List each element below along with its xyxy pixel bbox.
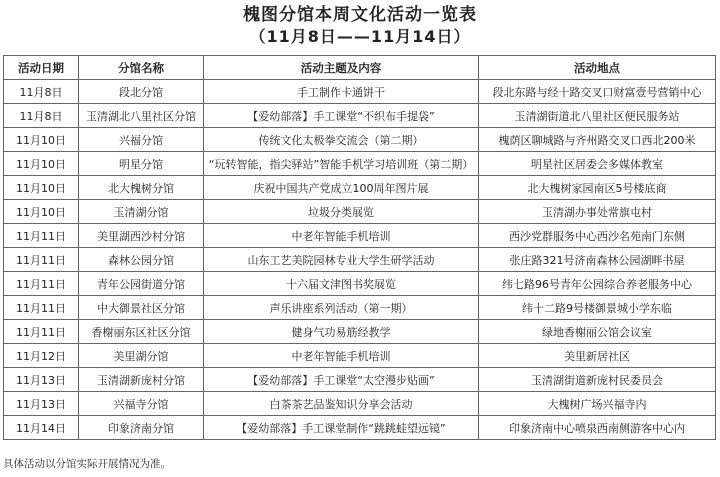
page-title: 槐图分馆本周文化活动一览表 xyxy=(243,5,477,25)
cell-branch: 中大御景社区分馆 xyxy=(79,296,204,320)
cell-branch: 森林公园分馆 xyxy=(79,248,204,272)
cell-location: 张庄路321号济南森林公园湖畔书屋 xyxy=(479,248,716,272)
table-row xyxy=(4,272,716,296)
cell-branch: 美里湖西沙村分馆 xyxy=(79,224,204,248)
cell-topic: 中老年智能手机培训 xyxy=(204,344,479,368)
cell-topic: 健身气功易筋经教学 xyxy=(204,320,479,344)
cell-topic: 传统文化太极拳交流会（第二期） xyxy=(204,128,479,152)
cell-location: 纬十二路9号楼御景城小学东临 xyxy=(479,296,716,320)
table-row xyxy=(4,176,716,200)
cell-location: 明星社区居委会多媒体教室 xyxy=(479,152,716,176)
table-row xyxy=(4,368,716,392)
table-row xyxy=(4,416,716,440)
cell-date: 11月10日 xyxy=(4,152,79,176)
cell-location: 西沙党群服务中心西沙名苑南门东侧 xyxy=(479,224,716,248)
table-row xyxy=(4,80,716,104)
cell-topic: “玩转智能，指尖驿站”智能手机学习培训班（第二期） xyxy=(204,152,479,176)
table-header-row xyxy=(4,56,716,80)
cell-topic: 中老年智能手机培训 xyxy=(204,224,479,248)
cell-location: 段北东路与经十路交叉口财富壹号营销中心 xyxy=(479,80,716,104)
cell-location: 玉清湖街道新庞村民委员会 xyxy=(479,368,716,392)
cell-branch: 香榭丽东区社区分馆 xyxy=(79,320,204,344)
cell-location: 玉清湖办事处常旗屯村 xyxy=(479,200,716,224)
cell-location: 美里新居社区 xyxy=(479,344,716,368)
cell-branch: 兴福寺分馆 xyxy=(79,392,204,416)
cell-branch: 印象济南分馆 xyxy=(79,416,204,440)
cell-location: 大槐树广场兴福寺内 xyxy=(479,392,716,416)
footnote: 具体活动以分馆实际开展情况为准。 xyxy=(3,458,171,470)
cell-branch: 兴福分馆 xyxy=(79,128,204,152)
cell-branch: 明星分馆 xyxy=(79,152,204,176)
cell-date: 11月11日 xyxy=(4,224,79,248)
cell-location: 槐荫区聊城路与齐州路交叉口西北200米 xyxy=(479,128,716,152)
cell-branch: 美里湖分馆 xyxy=(79,344,204,368)
table-row xyxy=(4,128,716,152)
cell-date: 11月11日 xyxy=(4,320,79,344)
cell-date: 11月11日 xyxy=(4,272,79,296)
cell-topic: 垃圾分类展览 xyxy=(204,200,479,224)
cell-topic: 手工制作卡通饼干 xyxy=(204,80,479,104)
cell-date: 11月8日 xyxy=(4,80,79,104)
page-subtitle: （11月8日——11月14日） xyxy=(249,27,471,46)
table-row xyxy=(4,152,716,176)
cell-date: 11月10日 xyxy=(4,200,79,224)
cell-date: 11月13日 xyxy=(4,368,79,392)
table-row xyxy=(4,224,716,248)
cell-branch: 青年公园街道分馆 xyxy=(79,272,204,296)
cell-topic: 【爱幼部落】手工课堂制作“跳跳蛙望远镜” xyxy=(204,416,479,440)
table-row xyxy=(4,344,716,368)
cell-location: 纬七路96号青年公园综合养老服务中心 xyxy=(479,272,716,296)
header-topic: 活动主题及内容 xyxy=(204,56,479,80)
cell-topic: 【爱幼部落】手工课堂“不织布手提袋” xyxy=(204,104,479,128)
table-row xyxy=(4,296,716,320)
cell-date: 11月11日 xyxy=(4,248,79,272)
cell-date: 11月13日 xyxy=(4,392,79,416)
cell-topic: 庆祝中国共产党成立100周年图片展 xyxy=(204,176,479,200)
cell-branch: 玉清湖北八里社区分馆 xyxy=(79,104,204,128)
table-row xyxy=(4,320,716,344)
cell-branch: 玉清湖分馆 xyxy=(79,200,204,224)
cell-date: 11月14日 xyxy=(4,416,79,440)
cell-topic: 声乐讲座系列活动（第一期） xyxy=(204,296,479,320)
cell-location: 印象济南中心喷泉西南侧游客中心内 xyxy=(479,416,716,440)
table-row xyxy=(4,104,716,128)
cell-branch: 北大槐树分馆 xyxy=(79,176,204,200)
cell-date: 11月11日 xyxy=(4,296,79,320)
cell-date: 11月8日 xyxy=(4,104,79,128)
header-location: 活动地点 xyxy=(479,56,716,80)
cell-branch: 玉清湖新庞村分馆 xyxy=(79,368,204,392)
header-branch: 分馆名称 xyxy=(79,56,204,80)
cell-topic: 【爱幼部落】手工课堂“太空漫步贴画” xyxy=(204,368,479,392)
header-date: 活动日期 xyxy=(4,56,79,80)
activity-table xyxy=(3,55,716,440)
cell-topic: 十六届文津图书奖展览 xyxy=(204,272,479,296)
cell-topic: 白茶茶艺品鉴知识分享会活动 xyxy=(204,392,479,416)
cell-topic: 山东工艺美院园林专业大学生研学活动 xyxy=(204,248,479,272)
table-row xyxy=(4,392,716,416)
table-row xyxy=(4,200,716,224)
cell-date: 11月10日 xyxy=(4,128,79,152)
cell-date: 11月12日 xyxy=(4,344,79,368)
cell-branch: 段北分馆 xyxy=(79,80,204,104)
cell-location: 玉清湖街道北八里社区便民服务站 xyxy=(479,104,716,128)
table-row xyxy=(4,248,716,272)
cell-location: 绿地香榭丽公馆会议室 xyxy=(479,320,716,344)
cell-location: 北大槐树家园南区5号楼底商 xyxy=(479,176,716,200)
cell-date: 11月10日 xyxy=(4,176,79,200)
